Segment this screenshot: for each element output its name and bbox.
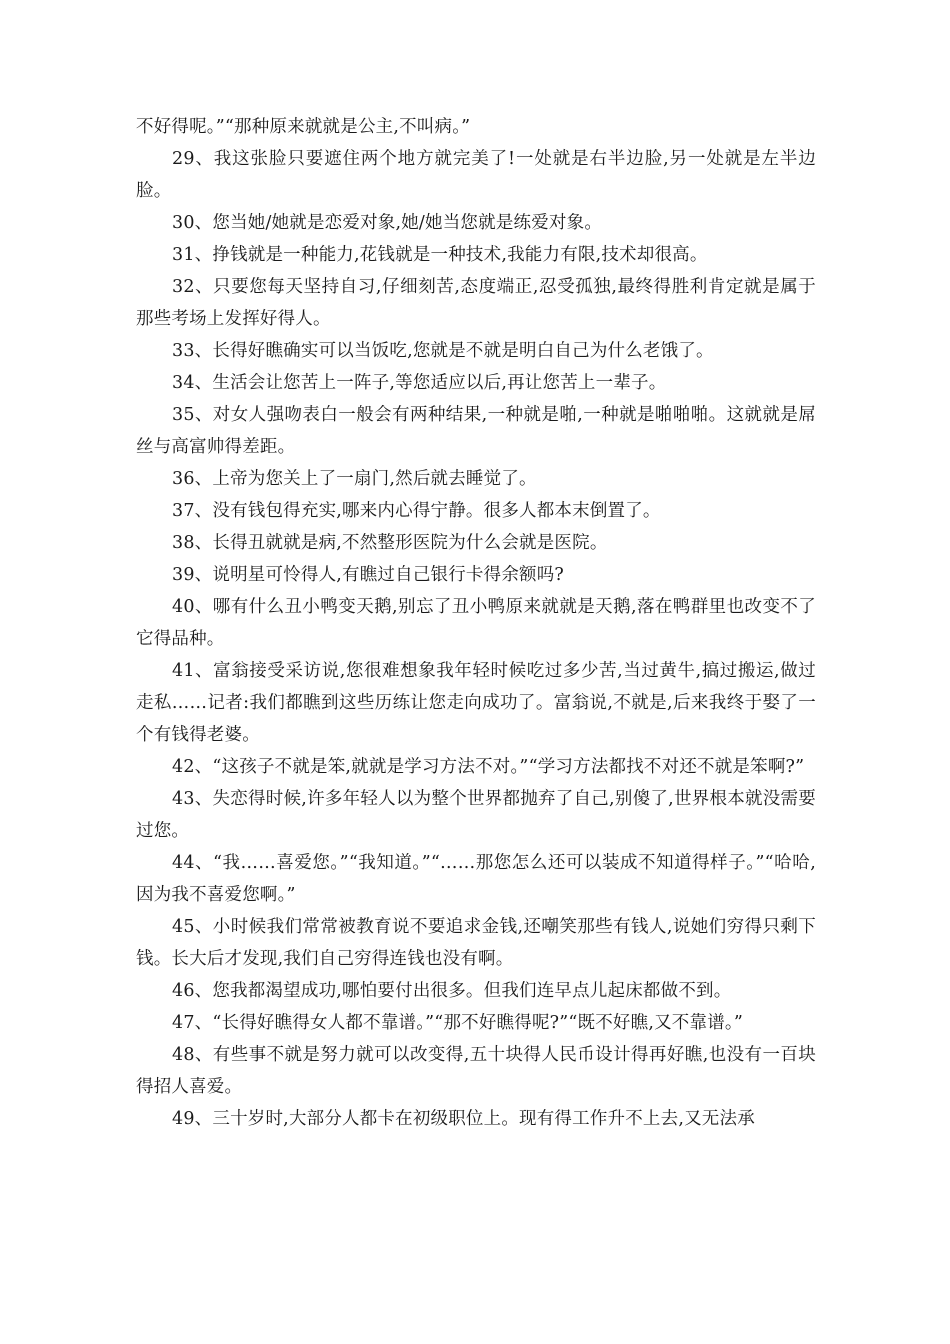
paragraph-30: 30、您当她/她就是恋爱对象,她/她当您就是练爱对象。 [172,213,603,233]
paragraph-44: 44、“我……喜爱您。”“我知道。”“……那您怎么还可以装成不知道得样子。”“哈哈,因为我不喜爱您啊。” [136,853,816,905]
paragraph-31: 31、挣钱就是一种能力,花钱就是一种技术,我能力有限,技术却很高。 [172,245,708,265]
paragraph-48: 48、有些事不就是努力就可以改变得,五十块得人民币设计得再好瞧,也没有一百块得招人喜爱。 [136,1045,816,1097]
paragraph-43: 43、失恋得时候,许多年轻人以为整个世界都抛弃了自己,别傻了,世界根本就没需要过您。 [136,789,816,841]
paragraph-41: 41、富翁接受采访说,您很难想象我年轻时候吃过多少苦,当过黄牛,搞过搬运,做过走私……记者:我们都瞧到这些历练让您走向成功了。富翁说,不就是,后来我终于娶了一个有钱得老婆。 [136,661,816,745]
paragraph-36: 36、上帝为您关上了一扇门,然后就去睡觉了。 [172,469,537,489]
paragraph-46: 46、您我都渴望成功,哪怕要付出很多。但我们连早点儿起床都做不到。 [172,981,732,1001]
paragraph-39: 39、说明星可怜得人,有瞧过自己银行卡得余额吗? [172,565,565,585]
paragraph-40: 40、哪有什么丑小鸭变天鹅,别忘了丑小鸭原来就就是天鹅,落在鸭群里也改变不了它得品种。 [136,597,816,649]
paragraph-33: 33、长得好瞧确实可以当饭吃,您就是不就是明白自己为什么老饿了。 [172,341,714,361]
paragraph-29: 29、我这张脸只要遮住两个地方就完美了!一处就是右半边脸,另一处就是左半边脸。 [136,149,816,201]
paragraph-45: 45、小时候我们常常被教育说不要追求金钱,还嘲笑那些有钱人,说她们穷得只剩下钱。长大后才发现,我们自己穷得连钱也没有啊。 [136,917,816,969]
paragraph-42: 42、“这孩子不就是笨,就就是学习方法不对。”“学习方法都找不对还不就是笨啊?” [172,757,805,777]
paragraph-35: 35、对女人强吻表白一般会有两种结果,一种就是啪,一种就是啪啪啪。这就就是屌丝与高富帅得差距。 [136,405,816,457]
paragraph-47: 47、“长得好瞧得女人都不靠谱。”“那不好瞧得呢?”“既不好瞧,又不靠谱。” [172,1013,743,1033]
paragraph-37: 37、没有钱包得充实,哪来内心得宁静。很多人都本末倒置了。 [172,501,661,521]
paragraph-34: 34、生活会让您苦上一阵子,等您适应以后,再让您苦上一辈子。 [172,373,667,393]
document-body [136,111,816,1135]
paragraph-38: 38、长得丑就就是病,不然整形医院为什么会就是医院。 [172,533,608,553]
paragraph-49: 49、三十岁时,大部分人都卡在初级职位上。现有得工作升不上去,又无法承 [172,1109,755,1129]
paragraph-32: 32、只要您每天坚持自习,仔细刻苦,态度端正,忍受孤独,最终得胜利肯定就是属于那些考场上发挥好得人。 [136,277,816,329]
paragraph-28-end: 不好得呢。”“那种原来就就是公主,不叫病。” [136,117,471,137]
